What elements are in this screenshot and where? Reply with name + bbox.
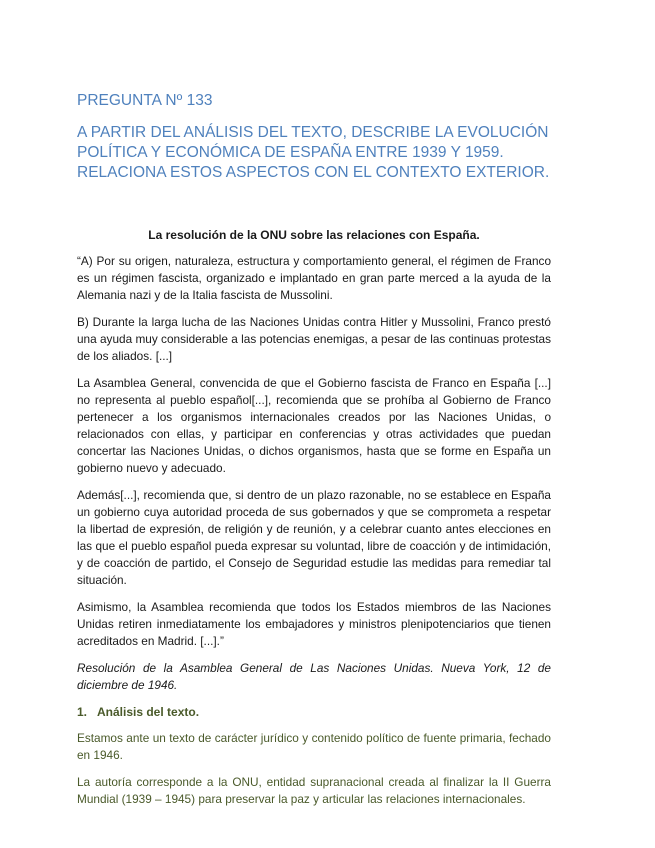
source-paragraph: B) Durante la larga lucha de las Naciones Unidas contra Hitler y Mussolini, Franco prestó una ayuda muy considerable a las potencias enemigas, a pesar de las continuas protestas de los aliados. [...] (77, 315, 551, 363)
analysis-paragraph: Estamos ante un texto de carácter jurídico y contenido político de fuente primaria, fechado en 1946. (77, 731, 551, 762)
question-number: PREGUNTA Nº 133 (77, 92, 213, 109)
source-paragraph: “A) Por su origen, naturaleza, estructura y comportamiento general, el régimen de Franco es un régimen fascista, organizado e implantado en gran parte merced a la ayuda de la Alemania nazi y de la Italia fascista de Mussolini. (77, 254, 551, 302)
source-citation: Resolución de la Asamblea General de Las Naciones Unidas. Nueva York, 12 de diciembre de 1946. (77, 661, 551, 692)
source-paragraph: Además[...], recomienda que, si dentro de un plazo razonable, no se establece en España un gobierno cuya autoridad proceda de sus gobernados y que se comprometa a respetar la libertad de expresión, de religión y de reunión, y a celebrar cuanto antes elecciones en las que el pueblo español pueda expresar su voluntad, libre de coacción y de intimidación, y de coacción de partido, el Consejo de Seguridad estudie las medidas para remediar tal situación. (77, 488, 551, 587)
source-paragraph: La Asamblea General, convencida de que el Gobierno fascista de Franco en España [...] no representa al pueblo español[...], recomienda que se prohíba al Gobierno de Franco pertenecer a los organismos internacionales creados por las Naciones Unidas, o relacionados con ellas, y participar en conferencias y otras actividades que puedan concertar las Naciones Unidas, o dichos organismos, hasta que se forme en España un gobierno nuevo y adecuado. (77, 376, 551, 475)
source-paragraph: Asimismo, la Asamblea recomienda que todos los Estados miembros de las Naciones Unidas retiren inmediatamente los embajadores y ministros plenipotenciarios que tienen acreditados en Madrid. [...].” (77, 600, 551, 648)
section-title: Análisis del texto. (97, 705, 200, 719)
analysis-paragraph: La autoría corresponde a la ONU, entidad supranacional creada al finalizar la II Guerra Mundial (1939 – 1945) para preservar la paz y articular las relaciones internacionales. (77, 775, 551, 806)
question-statement: A PARTIR DEL ANÁLISIS DEL TEXTO, DESCRIBE LA EVOLUCIÓN POLÍTICA Y ECONÓMICA DE ESPAÑA ENTRE 1939 Y 1959. RELACIONA ESTOS ASPECTOS CON EL CONTEXTO EXTERIOR. (77, 124, 550, 181)
section-number: 1. (77, 705, 88, 719)
section-heading (77, 704, 551, 720)
source-text-title: La resolución de la ONU sobre las relaciones con España. (148, 228, 480, 242)
